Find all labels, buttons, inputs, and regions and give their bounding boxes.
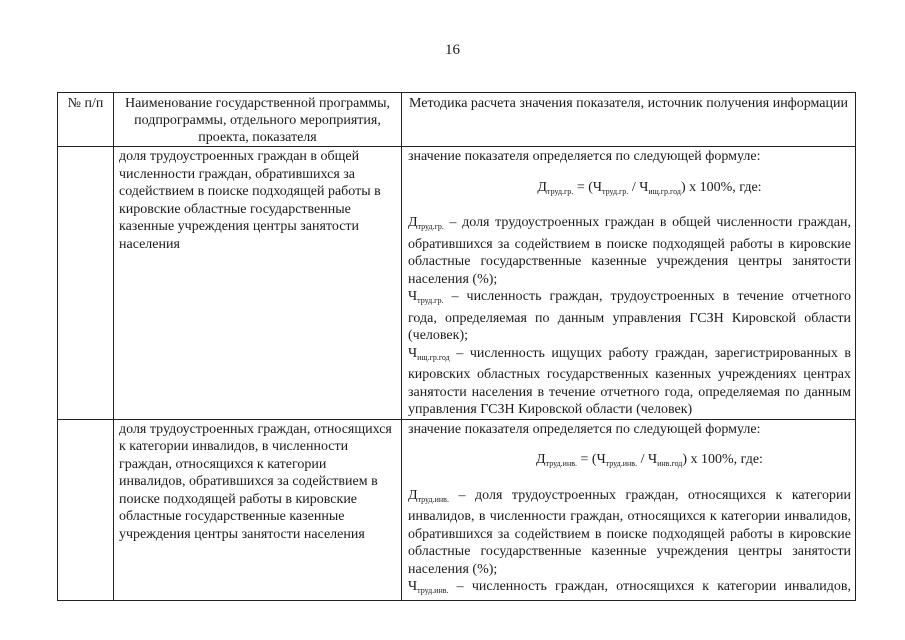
definition: $Ч_{труд.инв.}$ – численность граждан, относящихся к категории инвалидов,: [408, 579, 851, 595]
formula-intro: значение показателя определяется по следующей формуле:: [408, 421, 761, 437]
header-name: Наименование государственной программы, подпрограммы, отдельного мероприятия, проекта, показателя: [114, 93, 402, 147]
table-header-row: [58, 93, 856, 147]
definition: $Д_{труд.гр.}$ – доля трудоустроенных граждан в общей численности граждан, обратившихся за содействием в поиске подходящей работы в кировские областные государственные казенные учреждения центры занятости населения (%);: [408, 215, 851, 287]
table-row: [58, 419, 856, 600]
definition: $Д_{труд.инв.}$ – доля трудоустроенных граждан, относящихся к категории инвалидов, в численности граждан, относящихся к категории инвалидов, обратившихся за содействием в поиске подходящей работы в кировские областные государственные казенные учреждения центры занятости населения (%);: [408, 487, 851, 577]
row-num-cell: [58, 419, 114, 600]
header-num: № п/п: [58, 93, 114, 147]
indicator-name: доля трудоустроенных граждан, относящихся к категории инвалидов, в численности граждан, относящихся к категории инвалидов, обратившихся за содействием в поиске подходящей работы в кировские областные государственные казенные учреждения центры занятости населения: [114, 419, 402, 600]
method-cell: [402, 147, 856, 420]
definition: $Ч_{труд.гр.}$ – численность граждан, трудоустроенных в течение отчетного года, определяемая по данным управления ГСЗН Кировской области (человек);: [408, 289, 851, 343]
page-number: 16: [445, 42, 460, 58]
indicator-table: [57, 92, 856, 601]
row-num-cell: [58, 147, 114, 420]
indicator-name: доля трудоустроенных граждан в общей численности граждан, обратившихся за содействием в поиске подходящей работы в кировские областные государственные казенные учреждения центры занятости населения: [114, 147, 402, 420]
header-method: Методика расчета значения показателя, источник получения информации: [402, 93, 856, 147]
formula: $Д_{труд.инв.} = (Ч_{труд.инв.} / Ч_{инв.год})$ x 100%, где:: [536, 452, 763, 468]
formula: $Д_{труд.гр.} = (Ч_{труд.гр.} / Ч_{ищ.гр.год})$ x 100%, где:: [537, 179, 762, 196]
formula-intro: значение показателя определяется по следующей формуле:: [408, 149, 761, 164]
definition: $Ч_{ищ.гр.год}$ – численность ищущих работу граждан, зарегистрированных в кировских областных государственных казенных учреждениях центрах занятости населения в течение отчетного года, определяемая по данным управления ГСЗН Кировской области (человек): [408, 345, 851, 417]
table-row: [58, 147, 856, 420]
method-cell: [402, 419, 856, 600]
